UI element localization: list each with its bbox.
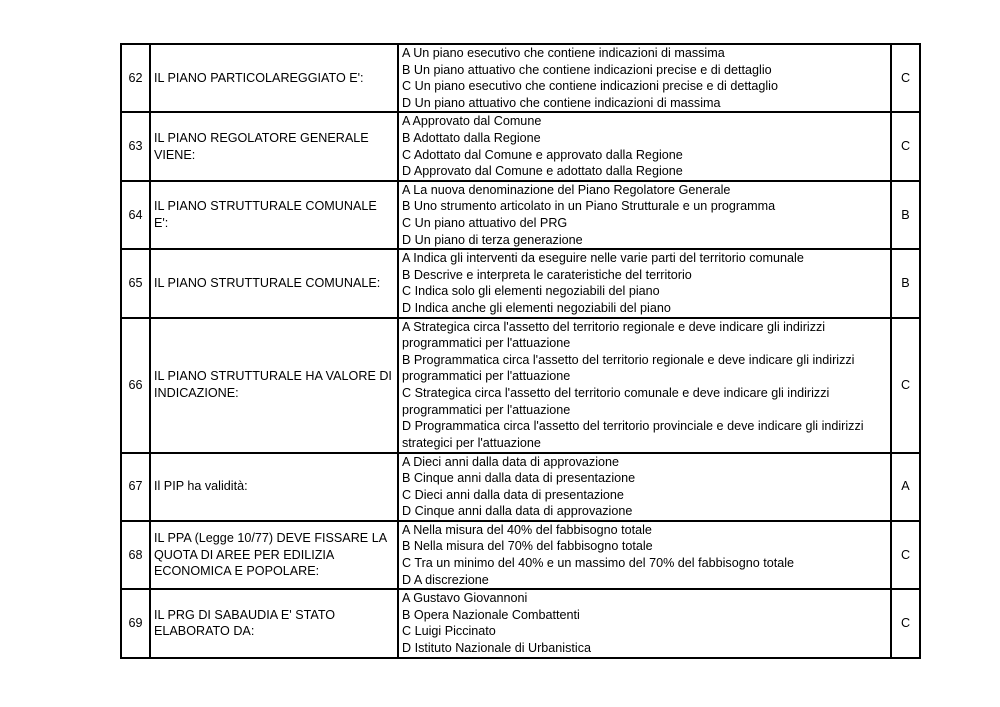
question-number: 63 [121,112,150,180]
question-text: IL PPA (Legge 10/77) DEVE FISSARE LA QUOTA DI AREE PER EDILIZIA ECONOMICA E POPOLARE: [150,521,398,589]
option-b: B Opera Nazionale Combattenti [402,607,580,622]
question-text: IL PIANO STRUTTURALE COMUNALE E': [150,181,398,249]
questions-table [120,43,921,659]
question-row [121,249,920,317]
question-row [121,112,920,180]
question-number: 62 [121,44,150,112]
option-c: C Un piano esecutivo che contiene indicazioni precise e di dettaglio [402,79,778,94]
question-number: 68 [121,521,150,589]
question-row [121,44,920,112]
answer-options [398,44,891,112]
question-row [121,453,920,521]
correct-answer: C [891,589,920,657]
option-d: D Istituto Nazionale di Urbanistica [402,641,591,656]
question-row [121,318,920,453]
option-a: A La nuova denominazione del Piano Regolatore Generale [402,182,731,197]
option-b: B Un piano attuativo che contiene indicazioni precise e di dettaglio [402,62,772,77]
option-a: A Dieci anni dalla data di approvazione [402,454,620,469]
correct-answer: C [891,318,920,453]
option-a: A Approvato dal Comune [402,114,542,129]
question-number: 69 [121,589,150,657]
answer-options [398,589,891,657]
option-d: D Un piano attuativo che contiene indicazioni di massima [402,95,721,110]
option-a: A Indica gli interventi da eseguire nelle varie parti del territorio comunale [402,251,804,266]
answer-options [398,521,891,589]
option-c: C Indica solo gli elementi negoziabili del piano [402,284,660,299]
option-c: C Strategica circa l'assetto del territorio comunale e deve indicare gli indirizzi programmatici per l'attuazione [402,386,830,417]
option-b: B Programmatica circa l'assetto del territorio regionale e deve indicare gli indirizzi programmatici per l'attuazione [402,352,855,384]
question-number: 67 [121,453,150,521]
answer-options [398,453,891,521]
option-d: D Cinque anni dalla data di approvazione [402,504,633,519]
correct-answer: B [891,249,920,317]
option-b: B Adottato dalla Regione [402,130,541,145]
option-b: B Descrive e interpreta le carateristiche del territorio [402,267,692,282]
question-row [121,521,920,589]
question-text: IL PIANO STRUTTURALE HA VALORE DI INDICAZIONE: [150,318,398,453]
option-b: B Cinque anni dalla data di presentazione [402,471,636,486]
answer-options [398,181,891,249]
answer-options [398,249,891,317]
option-d: D Approvato dal Comune e adottato dalla Regione [402,164,683,179]
option-d: D Programmatica circa l'assetto del territorio provinciale e deve indicare gli indirizzi strategici per l'attuazione [402,419,864,450]
option-a: A Un piano esecutivo che contiene indicazioni di massima [402,46,725,60]
option-a: A Gustavo Giovannoni [402,591,528,606]
option-c: C Adottato dal Comune e approvato dalla Regione [402,147,683,162]
correct-answer: C [891,44,920,112]
correct-answer: C [891,521,920,589]
option-b: B Nella misura del 70% del fabbisogno totale [402,539,653,554]
question-number: 64 [121,181,150,249]
option-a: A Strategica circa l'assetto del territorio regionale e deve indicare gli indirizzi programmatici per l'attuazione [402,319,826,351]
question-number: 65 [121,249,150,317]
correct-answer: C [891,112,920,180]
option-d: D Un piano di terza generazione [402,232,583,247]
correct-answer: A [891,453,920,521]
option-b: B Uno strumento articolato in un Piano Strutturale e un programma [402,199,776,214]
option-c: C Tra un minimo del 40% e un massimo del 70% del fabbisogno totale [402,556,795,571]
option-c: C Luigi Piccinato [402,624,496,639]
question-number: 66 [121,318,150,453]
correct-answer: B [891,181,920,249]
option-d: D Indica anche gli elementi negoziabili del piano [402,300,671,315]
option-c: C Dieci anni dalla data di presentazione [402,487,624,502]
option-d: D A discrezione [402,572,489,587]
option-c: C Un piano attuativo del PRG [402,215,568,230]
question-text: Il PIP ha validità: [150,453,398,521]
question-text: IL PIANO STRUTTURALE COMUNALE: [150,249,398,317]
question-row [121,589,920,657]
answer-options [398,112,891,180]
question-text: IL PIANO REGOLATORE GENERALE VIENE: [150,112,398,180]
answer-options [398,318,891,453]
option-a: A Nella misura del 40% del fabbisogno totale [402,522,652,537]
question-text: IL PRG DI SABAUDIA E' STATO ELABORATO DA: [150,589,398,657]
question-row [121,181,920,249]
question-text: IL PIANO PARTICOLAREGGIATO E': [150,44,398,112]
